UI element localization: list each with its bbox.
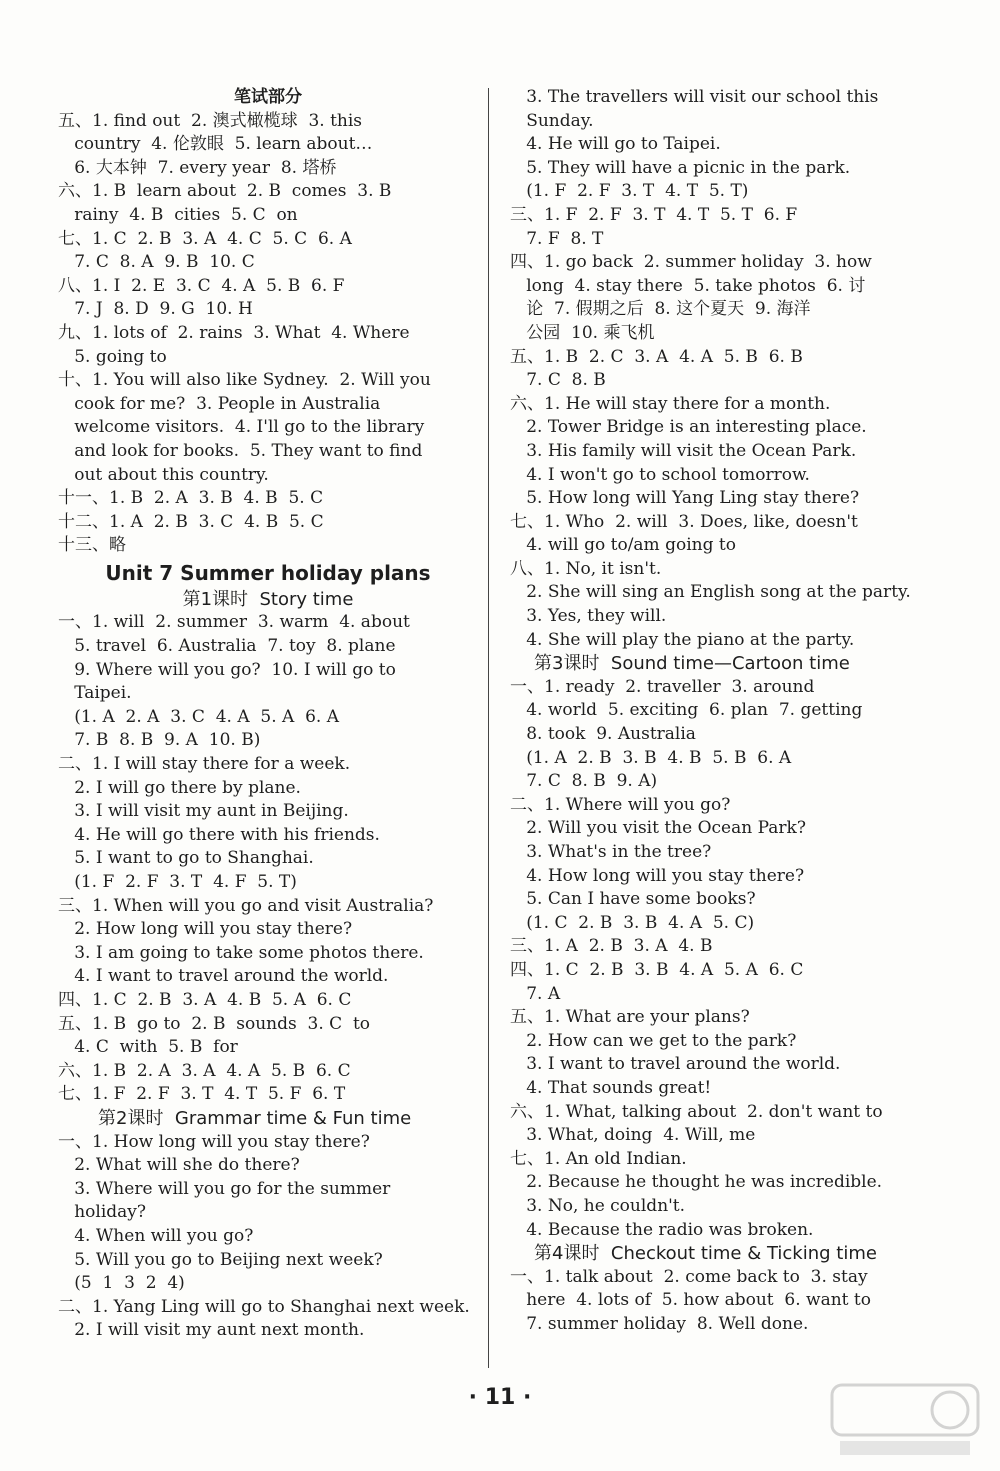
answer-line: 五、1. find out 2. 澳式橄榄球 3. this — [58, 110, 363, 131]
answer-line: 4. C with 5. B for — [58, 1037, 238, 1058]
answer-line: 六、1. He will stay there for a month. — [510, 393, 831, 414]
answer-line: 7. C 8. B — [510, 370, 606, 391]
answer-line: 5. I want to go to Shanghai. — [58, 848, 314, 869]
answer-line: 4. I won't go to school tomorrow. — [510, 464, 810, 485]
answer-line: 7. C 8. B 9. A) — [510, 771, 658, 792]
answer-line: 3. I will visit my aunt in Beijing. — [58, 801, 349, 822]
answer-line: out about this country. — [58, 464, 269, 485]
answer-line: country 4. 伦敦眼 5. learn about… — [58, 134, 373, 155]
section-heading: 笔试部分 — [234, 87, 302, 107]
answer-line: 十一、1. B 2. A 3. B 4. B 5. C — [58, 488, 324, 509]
answer-line: 四、1. go back 2. summer holiday 3. how — [510, 252, 872, 273]
left-column — [58, 86, 478, 1343]
answer-line: Taipei. — [58, 683, 132, 704]
answer-line: 3. The travellers will visit our school this — [510, 87, 879, 107]
answer-line: 2. Will you visit the Ocean Park? — [510, 818, 806, 839]
answer-line: 5. How long will Yang Ling stay there? — [510, 488, 860, 509]
lesson-heading: 第1课时 Story time — [182, 588, 354, 610]
answer-line: and look for books. 5. They want to find — [58, 440, 423, 461]
answer-line: 2. Because he thought he was incredible. — [510, 1172, 883, 1193]
answer-line: 六、1. B 2. A 3. A 4. A 5. B 6. C — [58, 1060, 351, 1081]
answer-line: Sunday. — [510, 110, 594, 131]
answer-line: 2. How can we get to the park? — [510, 1030, 797, 1051]
answer-line: holiday? — [58, 1202, 147, 1223]
answer-line: 一、1. ready 2. traveller 3. around — [510, 676, 815, 697]
answer-line: 八、1. No, it isn't. — [510, 558, 662, 579]
answer-line: 一、1. will 2. summer 3. warm 4. about — [58, 612, 410, 633]
right-column — [510, 86, 928, 1336]
answer-line: 4. When will you go? — [58, 1225, 254, 1246]
unit-title: Unit 7 Summer holiday plans — [105, 560, 431, 585]
answer-line: 2. I will visit my aunt next month. — [58, 1320, 365, 1341]
answer-line: 4. will go to/am going to — [510, 535, 736, 556]
answer-line: (5 1 3 2 4) — [58, 1273, 185, 1294]
answer-line: 三、1. When will you go and visit Australia? — [58, 895, 434, 916]
answer-line: 7. B 8. B 9. A 10. B) — [58, 730, 261, 751]
answer-line: (1. A 2. B 3. B 4. B 5. B 6. A — [510, 747, 792, 768]
answer-line: cook for me? 3. People in Australia — [58, 393, 381, 414]
answer-line: 五、1. B 2. C 3. A 4. A 5. B 6. B — [510, 346, 803, 367]
answer-line: 七、1. F 2. F 3. T 4. T 5. F 6. T — [58, 1084, 346, 1105]
answer-line: (1. A 2. A 3. C 4. A 5. A 6. A — [58, 706, 340, 727]
answer-line: 七、1. Who 2. will 3. Does, like, doesn't — [510, 511, 858, 532]
answer-line: 4. world 5. exciting 6. plan 7. getting — [510, 700, 863, 721]
answer-line: 论 7. 假期之后 8. 这个夏天 9. 海洋 — [510, 299, 811, 320]
answer-line: 3. No, he couldn't. — [510, 1195, 686, 1216]
answer-line: 5. travel 6. Australia 7. toy 8. plane — [58, 636, 396, 657]
answer-line: 7. A — [510, 983, 561, 1004]
answer-line: 3. Yes, they will. — [510, 606, 667, 627]
answer-line: 二、1. I will stay there for a week. — [58, 754, 351, 775]
answer-line: (1. F 2. F 3. T 4. T 5. T) — [510, 181, 749, 202]
answer-line: 十二、1. A 2. B 3. C 4. B 5. C — [58, 511, 324, 532]
answer-line: rainy 4. B cities 5. C on — [58, 204, 298, 225]
answer-line: 2. Tower Bridge is an interesting place. — [510, 417, 867, 438]
column-divider — [488, 88, 489, 1368]
answer-line: 5. They will have a picnic in the park. — [510, 157, 851, 178]
answer-line: 2. She will sing an English song at the party. — [510, 582, 911, 603]
answer-line: welcome visitors. 4. I'll go to the library — [58, 417, 425, 438]
answer-line: 一、1. How long will you stay there? — [58, 1131, 370, 1152]
answer-line: 4. That sounds great! — [510, 1077, 712, 1098]
answer-line: 十三、略 — [58, 535, 126, 556]
answer-line: 4. She will play the piano at the party. — [510, 629, 855, 650]
answer-line: here 4. lots of 5. how about 6. want to — [510, 1290, 871, 1311]
answer-line: 四、1. C 2. B 3. A 4. B 5. A 6. C — [58, 989, 352, 1010]
answer-line: 4. He will go to Taipei. — [510, 134, 721, 155]
answer-line: 二、1. Yang Ling will go to Shanghai next week. — [58, 1296, 470, 1317]
answer-line: 2. How long will you stay there? — [58, 919, 353, 940]
answer-line: 二、1. Where will you go? — [510, 794, 731, 815]
answer-line: 七、1. C 2. B 3. A 4. C 5. C 6. A — [58, 228, 352, 249]
answer-line: 7. J 8. D 9. G 10. H — [58, 299, 253, 320]
answer-line: 九、1. lots of 2. rains 3. What 4. Where — [58, 322, 410, 343]
answer-line: 六、1. B learn about 2. B comes 3. B — [58, 181, 392, 202]
answer-line: 4. He will go there with his friends. — [58, 824, 380, 845]
answer-line: (1. F 2. F 3. T 4. F 5. T) — [58, 872, 297, 892]
answer-line: 4. How long will you stay there? — [510, 865, 805, 886]
answer-line: 3. I want to travel around the world. — [510, 1054, 841, 1075]
answer-line: 8. took 9. Australia — [510, 724, 696, 745]
answer-line: 3. What, doing 4. Will, me — [510, 1125, 756, 1146]
answer-line: 七、1. An old Indian. — [510, 1148, 687, 1169]
answer-line: 四、1. C 2. B 3. B 4. A 5. A 6. C — [510, 959, 804, 980]
answer-line: 3. Where will you go for the summer — [58, 1178, 391, 1199]
answer-line: 6. 大本钟 7. every year 8. 塔桥 — [58, 157, 337, 178]
answer-line: 五、1. B go to 2. B sounds 3. C to — [58, 1013, 371, 1034]
answer-line: 六、1. What, talking about 2. don't want to — [510, 1101, 883, 1122]
answer-line: 3. His family will visit the Ocean Park. — [510, 440, 857, 461]
answer-line: 2. I will go there by plane. — [58, 777, 301, 798]
answer-line: 7. F 8. T — [510, 228, 604, 249]
watermark-logo — [830, 1383, 980, 1461]
answer-line: 五、1. What are your plans? — [510, 1007, 750, 1028]
answer-line: (1. C 2. B 3. B 4. A 5. C) — [510, 912, 755, 933]
lesson-heading: 第3课时 Sound time—Cartoon time — [534, 653, 850, 675]
answer-line: 3. What's in the tree? — [510, 842, 712, 862]
answer-line: 2. What will she do there? — [58, 1155, 300, 1176]
answer-line: 三、1. A 2. B 3. A 4. B — [510, 936, 713, 957]
answer-line: 三、1. F 2. F 3. T 4. T 5. T 6. F — [510, 204, 798, 225]
answer-line: 7. summer holiday 8. Well done. — [510, 1313, 809, 1334]
answer-line: 4. I want to travel around the world. — [58, 966, 389, 987]
answer-line: 八、1. I 2. E 3. C 4. A 5. B 6. F — [58, 275, 345, 296]
answer-line: 5. Will you go to Beijing next week? — [58, 1249, 383, 1270]
answer-line: 9. Where will you go? 10. I will go to — [58, 659, 396, 680]
page-number: · 11 · — [468, 1385, 532, 1410]
answer-line: 7. C 8. A 9. B 10. C — [58, 252, 255, 273]
answer-line: 3. I am going to take some photos there. — [58, 942, 424, 963]
answer-line: 一、1. talk about 2. come back to 3. stay — [510, 1266, 868, 1287]
answer-line: 5. going to — [58, 346, 167, 367]
answer-line: long 4. stay there 5. take photos 6. 讨 — [510, 275, 866, 296]
answer-line: 十、1. You will also like Sydney. 2. Will you — [58, 370, 431, 391]
lesson-heading: 第2课时 Grammar time & Fun time — [98, 1107, 412, 1129]
answer-line: 公园 10. 乘飞机 — [510, 322, 655, 343]
answer-line: 4. Because the radio was broken. — [510, 1219, 814, 1240]
lesson-heading: 第4课时 Checkout time & Ticking time — [534, 1243, 877, 1265]
answer-line: 5. Can I have some books? — [510, 889, 756, 910]
